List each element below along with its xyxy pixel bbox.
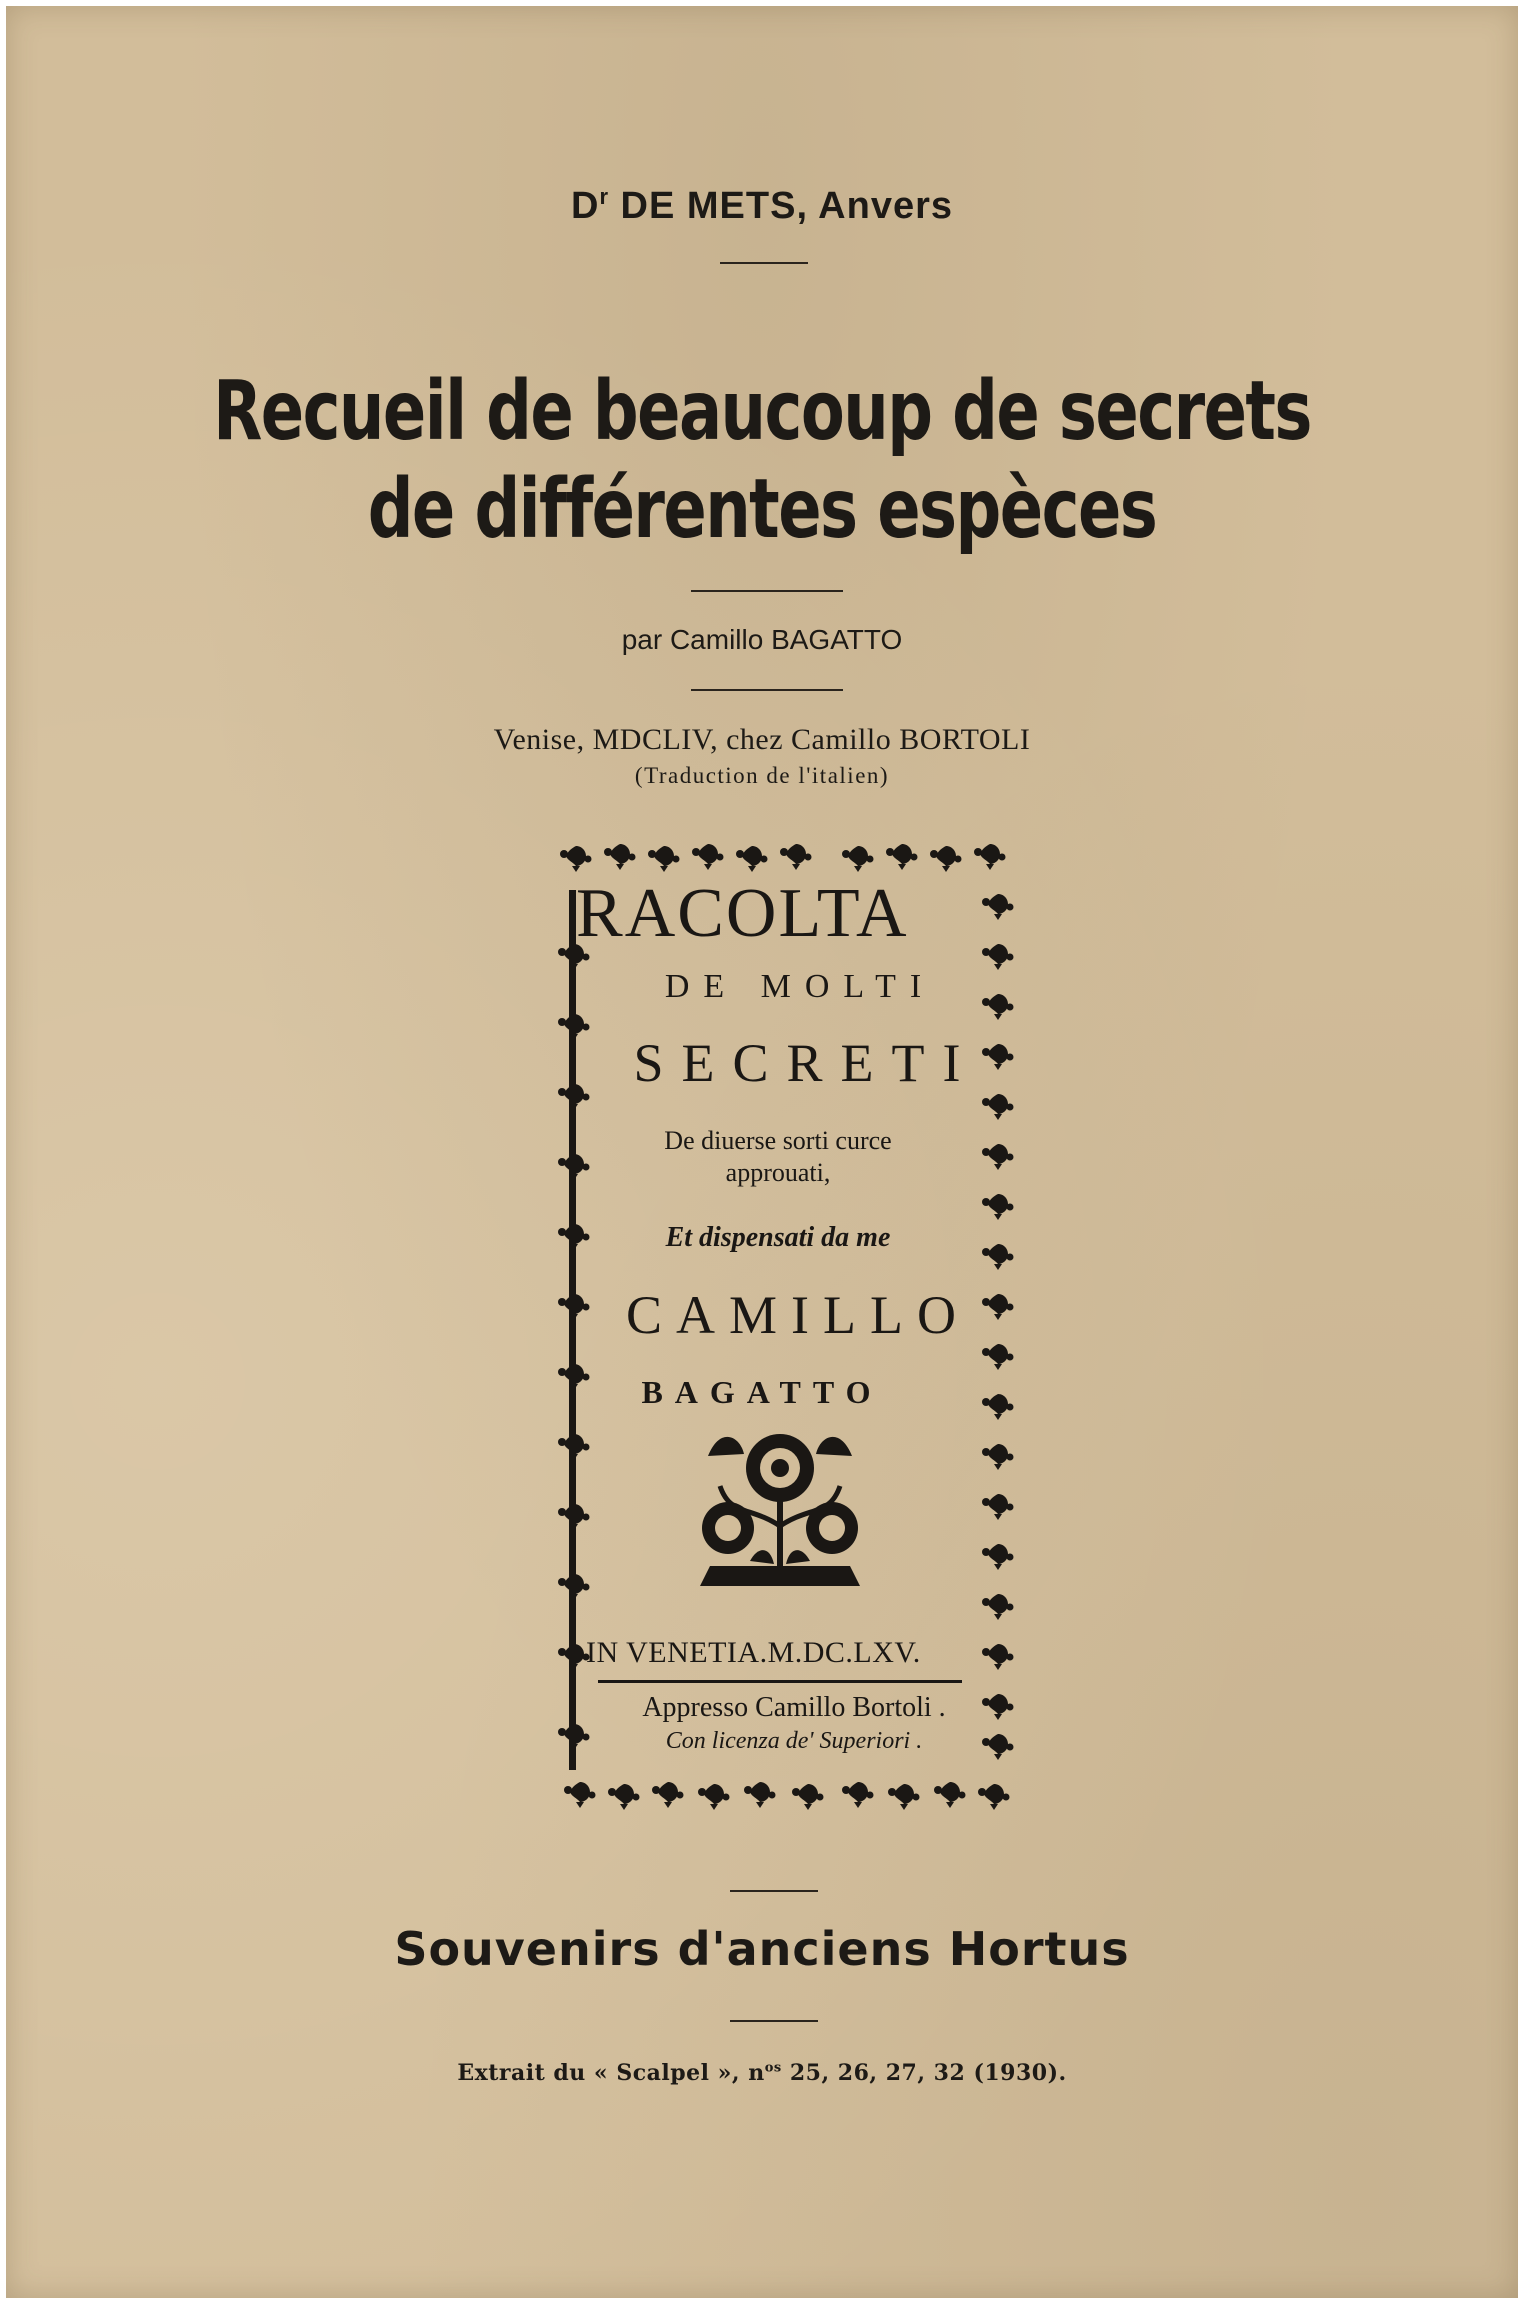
facsimile-subtitle-1: DE MOLTI [664, 968, 936, 1005]
facsimile-line-1: De diuerse sorti curce [664, 1126, 892, 1155]
facsimile-line-3: Et dispensati da me [665, 1222, 891, 1253]
divider-1 [720, 262, 808, 264]
title-line-2: de différentes espèces [367, 462, 1157, 557]
title-line-1: Recueil de beaucoup de secrets [213, 364, 1311, 459]
divider-4 [730, 1890, 818, 1892]
divider-5 [730, 2020, 818, 2022]
extract-note-sup: os [764, 2060, 782, 2076]
author-name: DE METS, Anvers [609, 185, 954, 227]
extract-note [6, 2060, 1518, 2086]
series-title: Souvenirs d'anciens Hortus [394, 1922, 1130, 1976]
author-superscript: r [599, 184, 609, 209]
facsimile-imprint-license: Con licenza de' Superiori . [665, 1728, 923, 1754]
facsimile-author-last: BAGATTO [641, 1374, 883, 1410]
extract-note-post: 25, 26, 27, 32 (1930). [781, 2060, 1067, 2086]
facsimile-divider [598, 1680, 962, 1683]
divider-3 [691, 689, 843, 691]
extract-note-pre: Extrait du « Scalpel », n [457, 2060, 765, 2086]
byline: par Camillo BAGATTO [621, 624, 903, 655]
facsimile-subtitle-2: SECRETI [633, 1033, 979, 1093]
translation-note: (Traduction de l'italien) [634, 763, 890, 788]
facsimile-imprint-place: IN VENETIA.M.DC.LXV. [586, 1636, 921, 1669]
facsimile-line-2: approuati, [725, 1158, 831, 1187]
facsimile-imprint-printer: Appresso Camillo Bortoli . [642, 1692, 946, 1723]
author-prefix: D [570, 185, 600, 227]
flower-woodcut-icon [692, 1424, 868, 1592]
document-page [6, 6, 1518, 2298]
facsimile-author-first: CAMILLO [626, 1285, 970, 1345]
facsimile-title: RACOLTA [576, 875, 909, 952]
facsimile-title-page [558, 834, 1026, 1820]
divider-2 [691, 590, 843, 592]
publication-place: Venise, MDCLIV, chez Camillo BORTOLI [493, 723, 1031, 756]
author-line [6, 184, 1518, 228]
